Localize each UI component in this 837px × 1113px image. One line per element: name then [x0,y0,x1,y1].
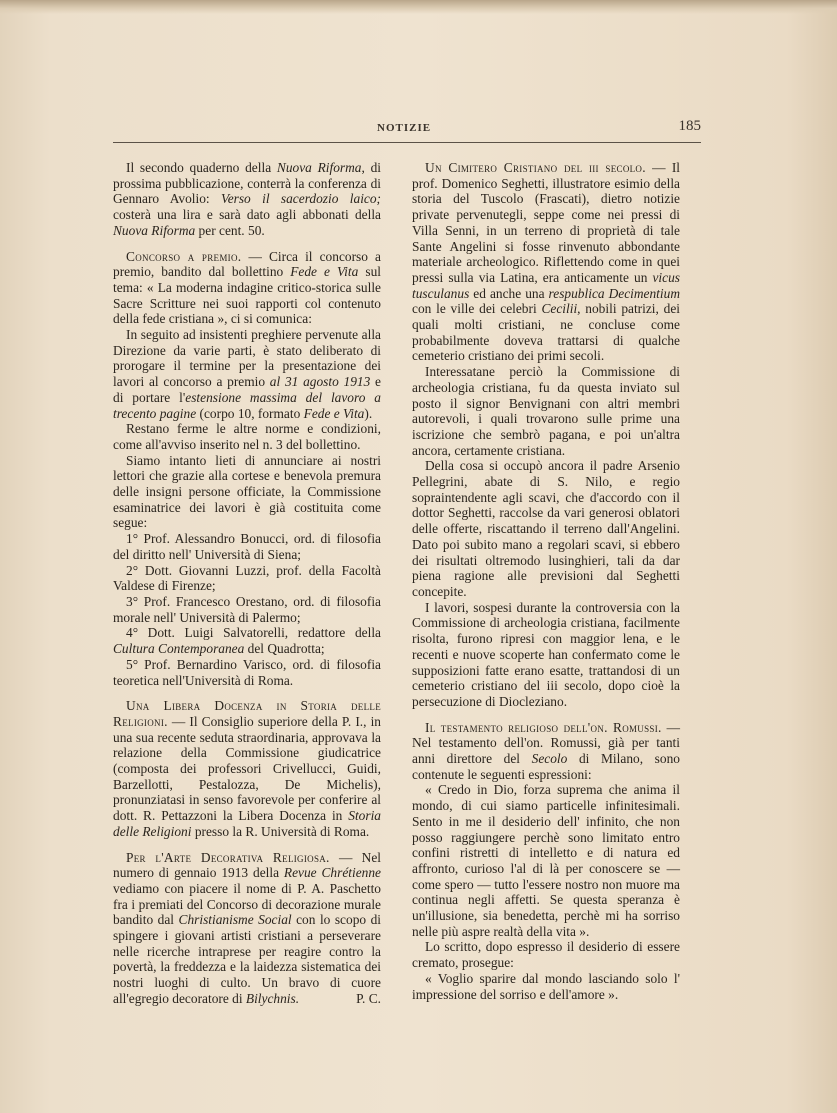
paragraph-pellegrini: Della cosa si occupò ancora il padre Arsenio Pellegrini, abate di S. Nilo, e regio sopraintendente agli scavi, che d'accordo con il dottor Seghetti, raccolse da vari generosi oblatori delle offerte, riscattando il terreno dall'Angelini. Dato poi subito mano a regolari scavi, si ebbero dei risultati oltremodo lusinghieri, tali da dar piena ragione alle previsioni dal Seghetti concepite. [412,458,680,599]
paragraph-proroga: In seguito ad insistenti preghiere pervenute alla Direzione da varie parti, è stato deliberato di prorogare il termine per la presentazione dei lavori al concorso a premio al 31 agosto 1913 e di portare l'estensione massima del lavoro a trecento pagine (corpo 10, formato Fede e Vita). [113,327,381,421]
page-edge [0,0,837,14]
list-item: 2° Dott. Giovanni Luzzi, prof. della Facoltà Valdese di Firenze; [113,562,381,594]
section-concorso-premio: Concorso a premio. — Circa il concorso a premio, bandito dal bollettino Fede e Vita sul tema: « La moderna indagine critico-storica sulle Sacre Scritture nei suoi rapporti col contenuto della fede cristiana », ci si comunica: [113,248,381,327]
list-item: 5° Prof. Bernardino Varisco, ord. di filosofia teoretica nell'Università di Roma. [113,656,381,688]
page-header [113,118,701,140]
paragraph-commissione: Siamo intanto lieti di annunciare ai nostri lettori che grazie alla cortese e benevola premura delle insigni persone officiate, la Commissione esaminatrice dei lavori è già costituita come segue: [113,452,381,531]
left-column [113,160,381,1007]
header-rule [113,142,701,143]
signature-initials: P. C. [356,990,381,1006]
paragraph-lavori: I lavori, sospesi durante la controversia con la Commissione di archeologia cristiana, facilmente risolta, furono ripresi con maggior lena, e le recenti e nuove scoperte han confermato come le supposizioni fatte erano esatte, trattandosi di un cemeterio cristiano del iii secolo, dopo cioè la persecuzione di Diocleziano. [412,599,680,709]
section-heading: Concorso a premio. [126,248,242,264]
quote-credo: « Credo in Dio, forza suprema che anima il mondo, di cui siamo particelle infinitesimali. Sento in me il desiderio dell' infinito, che non posso raggiungere perchè sono limitato entro confini ristretti di intelletto e di natura ed affronto, curioso l'al di là per conoscere se — come spero — tutto l'essere nostro non muore ma continua negli affetti. Se questa speranza è un'illusione, sia benedetta, perchè mi ha sorriso nelle più aspre realtà della vita ». [412,782,680,939]
page-number: 185 [678,118,701,134]
paragraph-norme: Restano ferme le altre norme e condizioni, come all'avviso inserito nel n. 3 del bollettino. [113,421,381,452]
list-item: 4° Dott. Luigi Salvatorelli, redattore della Cultura Contemporanea del Quadrotta; [113,625,381,657]
quote-voglio: « Voglio sparire dal mondo lasciando solo l' impressione del sorriso e dell'amore ». [412,970,680,1002]
running-head: NOTIZIE [377,122,432,134]
section-heading: Il testamento religioso dell'on. Romussi. [425,719,662,735]
section-heading: Per l'Arte Decorativa Religiosa. [126,849,330,865]
section-heading: Una Libera Docenza in Storia delle Religioni. [113,698,381,729]
section-libera-docenza: Una Libera Docenza in Storia delle Religioni. — Il Consiglio superiore della P. I., in una sua recente seduta straordinaria, approvava la relazione della Commissione giudicatrice (composta dei professori Crivellucci, Guidi, Barzellotti, Pestalozza, De Michelis), pronunziatasi in senso favorevole per conferire al dott. R. Pettazzoni la Libera Docenza in Storia delle Religioni presso la R. Università di Roma. [113,698,381,839]
section-arte-decorativa: Per l'Arte Decorativa Religiosa. — Nel numero di gennaio 1913 della Revue Chrétienne vediamo con piacere il nome di P. A. Paschetto fra i premiati del Concorso di decorazione murale bandito dal Christianisme Social con lo scopo di spingere i giovani artisti cristiani a perseverare nelle ricerche intraprese per reagire contro la povertà, la freddezza e la laidezza sistematica dei nostri luoghi di culto. Un bravo di cuore all'egregio decoratore di Bilychnis. P. C. [113,849,381,1006]
right-column [412,160,680,1002]
paragraph-scritto: Lo scritto, dopo espresso il desiderio di essere cremato, prosegue: [412,939,680,971]
list-item: 3° Prof. Francesco Orestano, ord. di filosofia morale nell' Università di Palermo; [113,593,381,625]
section-heading: Un Cimitero Cristiano del iii secolo. [425,160,646,175]
list-item: 1° Prof. Alessandro Bonucci, ord. di filosofia del diritto nell' Università di Siena; [113,531,381,562]
paragraph-nuova-riforma: Il secondo quaderno della Nuova Riforma, di prossima pubblicazione, conterrà la conferenza di Gennaro Avolio: Verso il sacerdozio laico; costerà una lira e sarà dato agli abbonati della Nuova Riforma per cent. 50. [113,160,382,238]
section-cimitero-cristiano: Un Cimitero Cristiano del iii secolo. — Il prof. Domenico Seghetti, illustratore esimio della storia del Tuscolo (Frascati), dietro notizie private pervenutegli, seppe come nei pressi di Villa Senni, in un terreno di proprietà di tale Sante Angelini si fosse rinvenuto abbondante materiale archeologico. Riflettendo come in quei pressi sulla via Latina, era anticamente un vicus tusculanus ed anche una respublica Decimentium con le ville dei celebri Cecilii, nobili patrizi, dei quali molti cristiani, ne concluse come probabilmente doveva trattarsi di qualche cemeterio cristiano dei primi secoli. [412,160,681,364]
section-testamento: Il testamento religioso dell'on. Romussi. — Nel testamento dell'on. Romussi, già per tanti anni direttore del Secolo di Milano, sono contenute le seguenti espressioni: [412,719,680,782]
paragraph-commissione-archeologia: Interessatane perciò la Commissione di archeologia cristiana, fu da questa inviato sul posto il signor Benvignani con altri membri autorevoli, i quali trovarono sulle prime una iscrizione che sembrò pagana, e poi un'altra ancora, certamente cristiana. [412,364,680,458]
